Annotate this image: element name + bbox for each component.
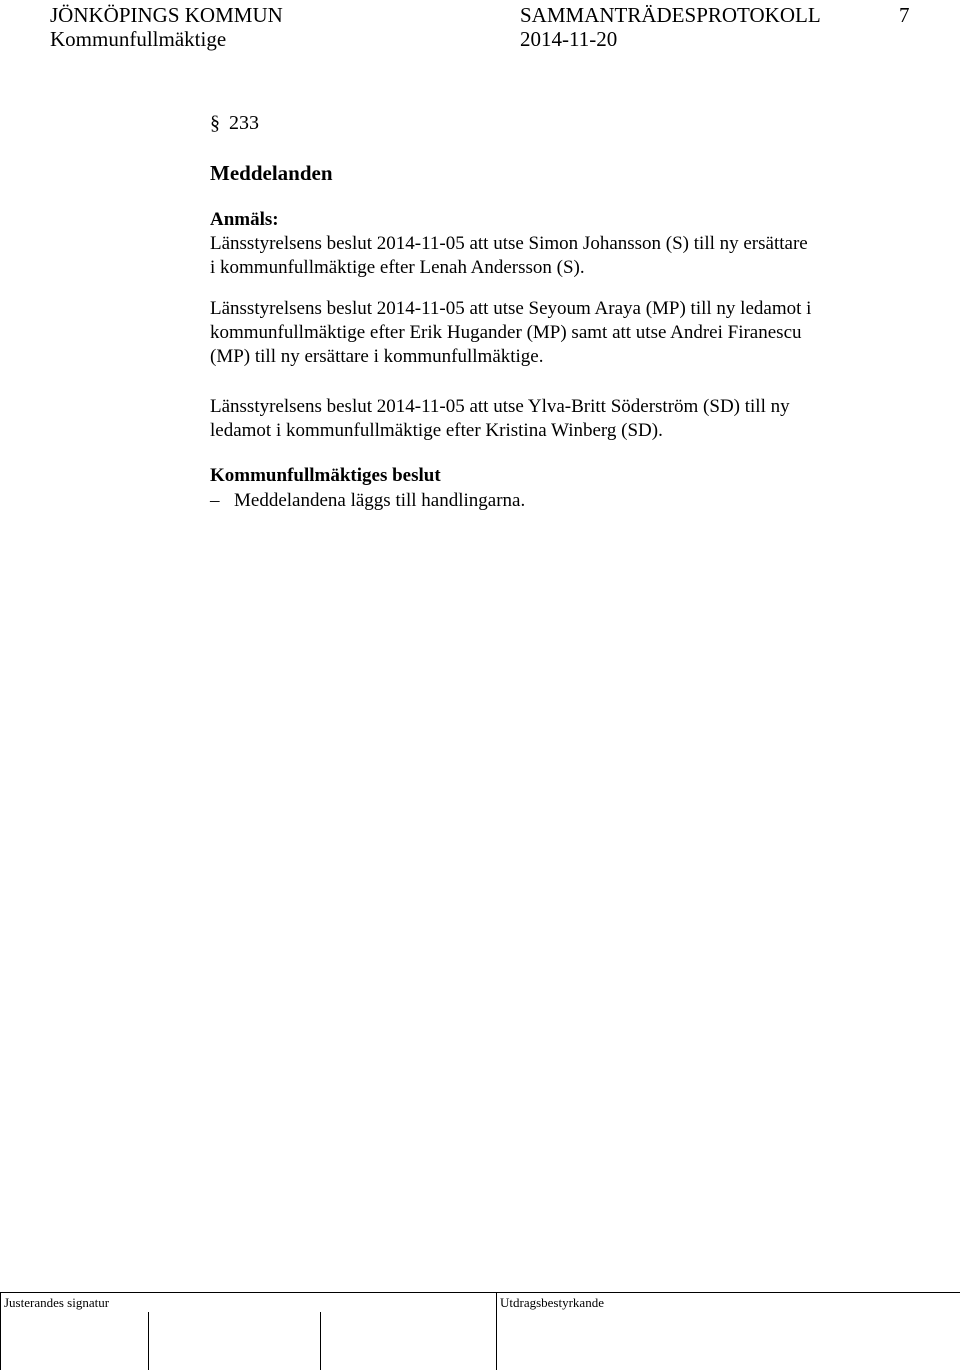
decision-dash: – xyxy=(210,490,220,511)
document-type: SAMMANTRÄDESPROTOKOLL xyxy=(520,3,821,27)
paragraph-1-line-1: Länsstyrelsens beslut 2014-11-05 att utse Simon Johansson (S) till ny ersättare xyxy=(210,233,808,254)
footer-extract-label: Utdragsbestyrkande xyxy=(500,1295,604,1310)
paragraph-3 xyxy=(210,395,910,443)
paragraph-3-line-2: ledamot i kommunfullmäktige efter Kristina Winberg (SD). xyxy=(210,420,663,441)
section-number: 233 xyxy=(229,112,259,134)
paragraph-2-line-3: (MP) till ny ersättare i kommunfullmäktige. xyxy=(210,346,544,367)
footer-signature-label: Justerandes signatur xyxy=(4,1295,110,1310)
section-symbol: § xyxy=(210,112,220,134)
paragraph-1-line-2: i kommunfullmäktige efter Lenah Andersson (S). xyxy=(210,257,585,278)
page-number: 7 xyxy=(899,3,910,27)
signature-box-border-left xyxy=(0,1292,1,1370)
anmals-label: Anmäls: xyxy=(210,209,279,230)
signature-box-separator-1 xyxy=(148,1312,149,1370)
section-title: Meddelanden xyxy=(210,161,333,185)
body-name: Kommunfullmäktige xyxy=(50,27,227,51)
paragraph-1 xyxy=(210,232,910,280)
paragraph-2-line-2: kommunfullmäktige efter Erik Hugander (MP) samt att utse Andrei Firanescu xyxy=(210,322,802,343)
meeting-date: 2014-11-20 xyxy=(520,27,618,51)
org-name: JÖNKÖPINGS KOMMUN xyxy=(50,3,283,27)
footer-divider xyxy=(0,1292,960,1293)
paragraph-2 xyxy=(210,297,910,369)
section-number-line xyxy=(210,111,259,135)
paragraph-3-line-1: Länsstyrelsens beslut 2014-11-05 att utse Ylva-Britt Söderström (SD) till ny xyxy=(210,396,790,417)
decision-heading: Kommunfullmäktiges beslut xyxy=(210,465,441,486)
decision-text: Meddelandena läggs till handlingarna. xyxy=(234,490,526,511)
signature-box-separator-2 xyxy=(320,1312,321,1370)
paragraph-2-line-1: Länsstyrelsens beslut 2014-11-05 att utse Seyoum Araya (MP) till ny ledamot i xyxy=(210,298,812,319)
signature-box-separator-3 xyxy=(496,1292,497,1370)
